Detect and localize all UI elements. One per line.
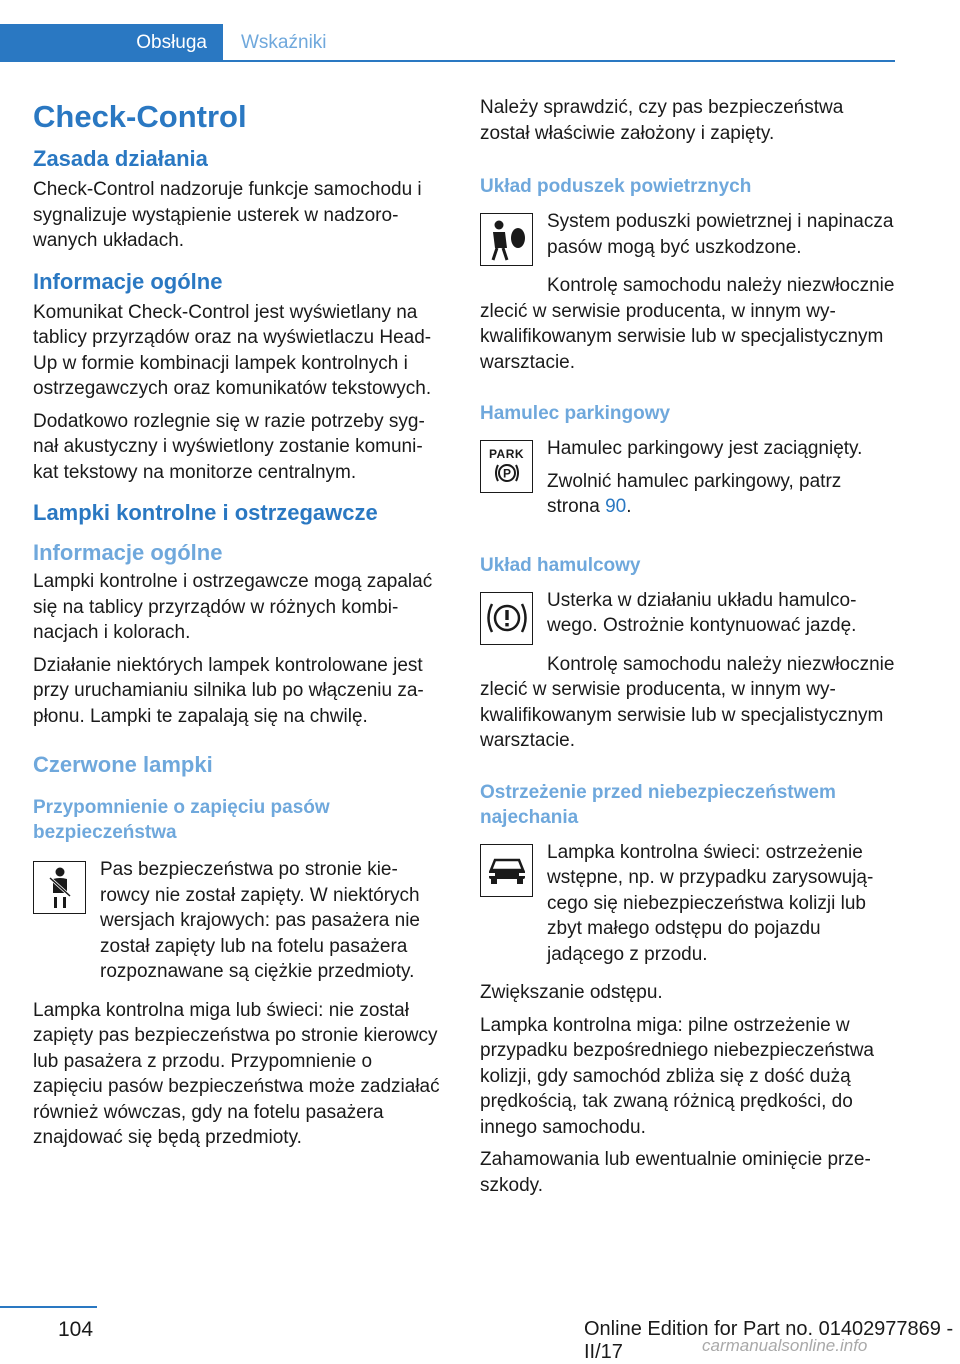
paragraph: Lampka kontrolna miga lub świeci: nie został zapięty pas bezpieczeństwa po stronie kierowcy lub pasażera z przodu. Przypomnienie o zapięciu pasów bezpieczeństwa może zadziałać również wówczas, gdy na fotelu pasażera znajdować się będą przedmioty. (33, 999, 440, 1148)
paragraph: Należy sprawdzić, czy pas bezpieczeństwa został właściwie założony i zapięty. (480, 97, 844, 144)
paragraph: Lampka kontrolna świeci: ostrzeżenie wstępne, np. w przypadku zarysowującego się niebezpieczeństwa kolizji lub zbyt małego odstępu do pojazdu jadącego z przodu. (547, 841, 874, 965)
parking-brake-entry (480, 436, 895, 527)
page-number: 104 (58, 1318, 94, 1341)
tab-bar-rule (0, 60, 895, 62)
heading-ostrzezenie-najechanie: Ostrzeżenie przed niebezpieczeństwem najechania (480, 781, 836, 828)
paragraph: Kontrolę samochodu należy niezwłocznie zlecić w serwisie producenta, w innym wykwalifikowanym serwisie lub w specjalistycznym warsztacie. (480, 653, 895, 751)
page-number-rule (0, 1306, 97, 1308)
section-tab-bar (0, 24, 895, 62)
tab-obsluga[interactable]: Obsługa (0, 24, 223, 62)
paragraph: Hamulec parkingowy jest zaciągnięty. (547, 438, 863, 459)
brake-warning-icon (480, 592, 533, 645)
paragraph: Lampki kontrolne i ostrzegawcze mogą zapalać się na tablicy przyrządów w różnych kombinacjach i kolorach. (33, 571, 433, 643)
heading-przypomnienie-pasy: Przypomnienie o zapięciu pasów bezpieczeństwa (33, 797, 330, 843)
paragraph: Lampka kontrolna miga: pilne ostrzeżenie w przypadku bezpośredniego niebezpieczeństwa kolizji, gdy samochód zbliża się z dość dużą prędkością, tak zwaną różnicą prędkości, do innego samochodu. (480, 1014, 874, 1138)
paragraph: Zahamowania lub ewentualnie ominięcie przeszkody. (480, 1149, 871, 1196)
paragraph: Komunikat Check-Control jest wyświetlany na tablicy przyrządów oraz na wyświetlaczu Head-Up w formie kombinacji lampek kontrolnych i ostrzegawczych oraz komunikatów tekstowych. (33, 301, 432, 399)
right-column (480, 95, 895, 1205)
page-link[interactable]: 90 (605, 496, 627, 517)
airbag-warning-icon (480, 213, 533, 266)
seatbelt-warning-icon (33, 861, 86, 914)
paragraph: Pas bezpieczeństwa po stronie kierowcy nie został zapięty. W niektórych wersjach krajowych: pas pasażera nie został zapięty lub na fotelu pasażera rozpoznawane są ciężkie przedmioty. (100, 859, 420, 982)
left-column (33, 95, 440, 1158)
heading-informacje-ogolne: Informacje ogólne (33, 268, 223, 294)
subheading-informacje-ogolne: Informacje ogólne (33, 540, 223, 565)
edition-label: Online Edition for Part no. 01402977869 - II/17 (584, 1318, 954, 1363)
heading-poduszki: Układ poduszek powietrznych (480, 176, 752, 197)
heading-uklad-hamulcowy: Układ hamulcowy (480, 554, 641, 576)
brake-entry (480, 588, 895, 646)
paragraph: Check-Control nadzoruje funkcje samochodu i sygnalizuje wystąpienie usterek w nadzorowanych układach. (33, 179, 422, 251)
airbag-entry (480, 209, 895, 267)
tab-wskazniki[interactable]: Wskaźniki (241, 32, 327, 53)
heading-czerwone-lampki: Czerwone lampki (33, 752, 213, 777)
page-title: Check-Control (33, 99, 247, 134)
heading-hamulec-parkingowy: Hamulec parkingowy (480, 403, 671, 424)
paragraph: Usterka w działaniu układu hamulcowego. Ostrożnie kontynuować jazdę. (547, 589, 857, 636)
paragraph: Działanie niektórych lampek kontrolowane jest przy uruchamianiu silnika lub po włączeniu zapłonu. Lampki te zapalają się na chwilę. (33, 654, 424, 727)
paragraph: Zwolnić hamulec parkingowy, patrz strona 90. (547, 470, 842, 517)
collision-entry (480, 840, 895, 975)
paragraph: Dodatkowo rozlegnie się w razie potrzeby sygnał akustyczny i wyświetlony zostanie komunikat tekstowy na monitorze centralnym. (33, 410, 425, 483)
parking-brake-icon: PARK P (480, 440, 533, 493)
heading-zasada-dzialania: Zasada działania (33, 146, 208, 171)
seatbelt-entry (33, 857, 440, 992)
svg-text:P: P (502, 466, 511, 481)
watermark: carmanualsonline.info (702, 1336, 868, 1355)
paragraph: System poduszki powietrznej i napinacza pasów mogą być uszkodzone. (547, 211, 894, 258)
paragraph: Kontrolę samochodu należy niezwłocznie zlecić w serwisie producenta, w innym wykwalifikowanym serwisie lub w specjalistycznym warsztacie. (480, 275, 895, 373)
collision-warning-icon (480, 844, 533, 897)
heading-lampki: Lampki kontrolne i ostrzegawcze (33, 500, 378, 525)
paragraph: Zwiększanie odstępu. (480, 982, 663, 1003)
